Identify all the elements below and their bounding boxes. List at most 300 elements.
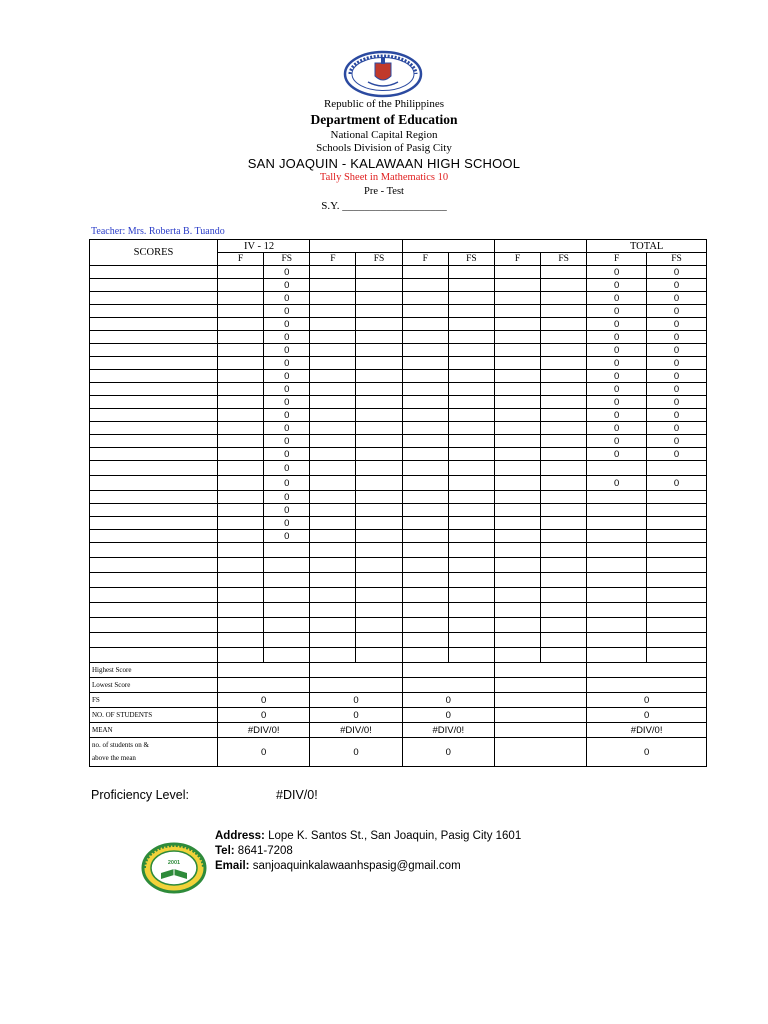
tally-cell [541,491,587,504]
total-f-cell: 0 [587,305,647,318]
score-cell [90,476,218,491]
total-f-cell: 0 [587,318,647,331]
fs-cell: 0 [264,292,310,305]
tally-cell [310,633,356,648]
f-col-header: F [218,253,264,266]
tally-cell [494,370,540,383]
tally-cell [494,588,540,603]
tally-cell [647,648,707,663]
total-f-cell: 0 [587,292,647,305]
tally-cell [310,357,356,370]
tally-cell [402,370,448,383]
table-row [90,409,707,422]
tally-cell [356,383,402,396]
tally-cell [402,573,448,588]
mean-value: #DIV/0! [310,723,402,738]
score-cell [90,422,218,435]
tally-cell [647,588,707,603]
total-f-cell: 0 [587,448,647,461]
score-cell [90,530,218,543]
tally-cell [90,603,218,618]
table-row [90,461,707,476]
tally-cell [402,266,448,279]
tally-cell [356,633,402,648]
tally-cell [310,543,356,558]
tally-cell [494,409,540,422]
tally-cell [218,504,264,517]
tally-cell [310,648,356,663]
score-cell [90,331,218,344]
tally-cell [310,266,356,279]
tally-cell [402,318,448,331]
tally-cell [402,383,448,396]
tally-cell [356,588,402,603]
tally-cell [448,422,494,435]
table-row [90,279,707,292]
total-f-cell [587,461,647,476]
tally-cell [310,618,356,633]
tally-cell [90,648,218,663]
tally-cell [356,448,402,461]
total-f-cell: 0 [587,409,647,422]
score-cell [90,435,218,448]
tally-cell [310,344,356,357]
tally-cell [218,618,264,633]
tally-cell [448,292,494,305]
tally-cell [356,422,402,435]
tally-cell [448,618,494,633]
table-row [90,573,707,588]
total-f-cell: 0 [587,383,647,396]
tally-cell [494,435,540,448]
fs-cell: 0 [264,409,310,422]
tally-cell [310,279,356,292]
tally-cell [541,305,587,318]
fs-cell: 0 [264,476,310,491]
total-fs-cell: 0 [647,435,707,448]
tally-cell [310,448,356,461]
score-cell [90,344,218,357]
table-row [90,344,707,357]
tally-cell [356,491,402,504]
total-f-cell [587,504,647,517]
tally-cell [494,618,540,633]
total-f-cell: 0 [587,396,647,409]
tally-cell [402,588,448,603]
tally-cell [494,318,540,331]
tally-cell [90,588,218,603]
tally-cell [264,558,310,573]
tally-cell [448,461,494,476]
table-row [90,422,707,435]
tally-cell [448,573,494,588]
total-fs-cell [647,530,707,543]
tally-cell [402,633,448,648]
fs-cell: 0 [264,305,310,318]
tally-cell [541,558,587,573]
tally-cell [218,558,264,573]
tally-cell [448,370,494,383]
table-row [90,448,707,461]
f-col-header: F [587,253,647,266]
tally-cell [218,266,264,279]
tally-cell [448,305,494,318]
total-f-cell [587,491,647,504]
tally-cell [218,517,264,530]
tally-cell [494,266,540,279]
tally-cell [494,331,540,344]
tally-cell [356,517,402,530]
tally-cell [494,648,540,663]
above-mean-value [494,738,586,767]
tel-line: Tel: 8641-7208 [215,845,293,857]
tally-cell [494,292,540,305]
table-row [90,292,707,305]
tally-cell [541,633,587,648]
tally-cell [541,318,587,331]
scores-header: SCORES [90,240,218,266]
total-fs-cell: 0 [647,331,707,344]
total-fs-cell [647,461,707,476]
tally-cell [541,517,587,530]
tally-cell [218,633,264,648]
tally-cell [541,603,587,618]
total-fs-cell: 0 [647,396,707,409]
above-mean-total: 0 [587,738,707,767]
fs-cell: 0 [264,331,310,344]
fs-cell: 0 [264,279,310,292]
total-fs-cell: 0 [647,279,707,292]
table-row [90,383,707,396]
students-label: NO. OF STUDENTS [90,708,218,723]
score-cell [90,370,218,383]
mean-value: #DIV/0! [402,723,494,738]
tally-cell [448,558,494,573]
tally-cell [218,588,264,603]
tally-cell [587,618,647,633]
tally-cell [310,370,356,383]
highest-score-label: Highest Score [90,663,218,678]
tally-cell [587,588,647,603]
tally-cell [218,357,264,370]
tally-cell [402,517,448,530]
table-row [90,476,707,491]
tally-cell [356,543,402,558]
total-fs-cell: 0 [647,266,707,279]
tally-cell [264,573,310,588]
tally-cell [356,292,402,305]
table-row [90,435,707,448]
score-cell [90,517,218,530]
tally-cell [218,648,264,663]
above-mean-value: 0 [402,738,494,767]
total-f-cell: 0 [587,370,647,383]
tally-cell [90,573,218,588]
tally-cell [218,279,264,292]
tally-cell [310,491,356,504]
table-row [90,648,707,663]
total-f-cell: 0 [587,357,647,370]
tally-cell [541,476,587,491]
tally-cell [264,648,310,663]
tally-cell [90,633,218,648]
tally-cell [310,603,356,618]
fs-cell: 0 [264,370,310,383]
tally-title: Tally Sheet in Mathematics 10 [319,172,449,183]
tally-cell [448,266,494,279]
tally-cell [647,603,707,618]
tally-cell [448,331,494,344]
tally-cell [402,648,448,663]
tally-cell [356,648,402,663]
tally-cell [494,504,540,517]
tally-cell [541,448,587,461]
tally-cell [494,476,540,491]
tally-cell [402,279,448,292]
tally-cell [218,543,264,558]
tally-cell [541,383,587,396]
tally-cell [541,422,587,435]
tally-cell [494,633,540,648]
tally-cell [448,476,494,491]
total-f-cell: 0 [587,266,647,279]
fs-cell: 0 [264,491,310,504]
tally-cell [310,422,356,435]
department-title: Department of Education [310,112,458,127]
f-col-header: F [310,253,356,266]
total-fs-cell: 0 [647,370,707,383]
total-f-cell: 0 [587,422,647,435]
tally-cell [356,279,402,292]
tally-cell [402,331,448,344]
tally-cell [541,396,587,409]
tally-cell [356,370,402,383]
tally-cell [356,461,402,476]
total-fs-cell: 0 [647,422,707,435]
tally-cell [264,603,310,618]
total-f-cell: 0 [587,331,647,344]
tally-cell [448,588,494,603]
tally-cell [310,530,356,543]
tally-cell [448,344,494,357]
tally-cell [356,435,402,448]
tally-cell [356,603,402,618]
tally-cell [494,305,540,318]
fs-col-header: FS [448,253,494,266]
total-fs-cell: 0 [647,292,707,305]
tally-cell [310,331,356,344]
tally-cell [448,279,494,292]
fs-summary-value: 0 [310,693,402,708]
fs-cell: 0 [264,396,310,409]
tally-cell [448,409,494,422]
above-mean-value: 0 [310,738,402,767]
score-cell [90,266,218,279]
total-f-cell: 0 [587,476,647,491]
fs-cell: 0 [264,266,310,279]
tally-cell [402,292,448,305]
score-cell [90,396,218,409]
tally-cell [541,344,587,357]
total-header: TOTAL [587,240,707,253]
tally-cell [90,618,218,633]
tally-cell [448,633,494,648]
score-cell [90,318,218,331]
tally-cell [587,558,647,573]
tally-cell [310,588,356,603]
tally-cell [356,618,402,633]
tally-cell [494,573,540,588]
tally-cell [402,543,448,558]
tally-cell [356,344,402,357]
tally-cell [402,504,448,517]
tally-cell [90,543,218,558]
section-header-4 [494,240,586,253]
score-cell [90,461,218,476]
tally-cell [264,633,310,648]
section-header-2 [310,240,402,253]
students-value [494,708,586,723]
tally-cell [541,331,587,344]
tally-cell [264,543,310,558]
tally-cell [541,573,587,588]
total-fs-cell [647,491,707,504]
tally-cell [402,422,448,435]
tally-cell [541,409,587,422]
tally-cell [494,530,540,543]
score-cell [90,504,218,517]
tally-cell [356,558,402,573]
tally-cell [218,292,264,305]
table-row [90,357,707,370]
table-row [90,618,707,633]
mean-value: #DIV/0! [218,723,310,738]
score-cell [90,305,218,318]
table-row [90,266,707,279]
school-name: SAN JOAQUIN - KALAWAAN HIGH SCHOOL [247,156,521,171]
fs-cell: 0 [264,357,310,370]
tally-cell [541,357,587,370]
tally-cell [494,357,540,370]
tally-cell [218,409,264,422]
tally-cell [448,517,494,530]
tally-cell [218,476,264,491]
fs-summary-value [494,693,586,708]
total-f-cell [587,530,647,543]
tally-cell [310,558,356,573]
fs-cell: 0 [264,435,310,448]
table-row [90,491,707,504]
tally-cell [541,530,587,543]
tally-cell [494,396,540,409]
tally-cell [310,461,356,476]
total-fs-cell: 0 [647,305,707,318]
fs-cell: 0 [264,383,310,396]
tally-cell [402,491,448,504]
tally-cell [218,530,264,543]
tally-cell [541,292,587,305]
tally-cell [494,603,540,618]
total-fs-cell: 0 [647,476,707,491]
proficiency-label: Proficiency Level: [91,788,189,802]
total-fs-cell [647,517,707,530]
tally-cell [647,573,707,588]
tally-cell [448,491,494,504]
proficiency-value: #DIV/0! [276,788,318,802]
tally-cell [356,357,402,370]
fs-cell: 0 [264,448,310,461]
tally-cell [356,476,402,491]
tally-cell [448,504,494,517]
tally-cell [402,476,448,491]
table-row [90,517,707,530]
tally-cell [310,383,356,396]
score-cell [90,448,218,461]
tally-cell [218,603,264,618]
total-fs-cell: 0 [647,318,707,331]
tally-cell [310,396,356,409]
tally-cell [218,305,264,318]
tally-cell [356,409,402,422]
tally-cell [218,383,264,396]
total-f-cell: 0 [587,279,647,292]
tally-cell [541,618,587,633]
tally-cell [218,370,264,383]
section-header-iv-12: IV - 12 [218,240,310,253]
tally-cell [647,633,707,648]
tally-cell [356,331,402,344]
tally-cell [402,448,448,461]
tally-cell [541,266,587,279]
fs-cell: 0 [264,422,310,435]
table-row [90,543,707,558]
tally-cell [90,558,218,573]
tally-cell [310,504,356,517]
tally-cell [402,396,448,409]
address-line: Address: Lope K. Santos St., San Joaquin, Pasig City 1601 [215,830,522,842]
tally-cell [310,517,356,530]
tally-cell [448,648,494,663]
score-cell [90,409,218,422]
tally-cell [647,618,707,633]
tally-cell [494,279,540,292]
above-mean-value: 0 [218,738,310,767]
tally-cell [541,588,587,603]
tally-cell [448,448,494,461]
tally-cell [356,573,402,588]
tally-cell [587,648,647,663]
tally-cell [310,318,356,331]
students-value: 0 [310,708,402,723]
mean-total: #DIV/0! [587,723,707,738]
total-fs-cell [647,504,707,517]
tally-cell [218,396,264,409]
tally-cell [448,396,494,409]
test-type: Pre - Test [364,186,404,197]
fs-cell: 0 [264,530,310,543]
score-cell [90,383,218,396]
tally-cell [218,461,264,476]
table-row [90,305,707,318]
tally-table [89,239,707,767]
tally-cell [647,543,707,558]
table-row [90,588,707,603]
tally-cell [541,543,587,558]
tally-cell [356,396,402,409]
tally-cell [494,422,540,435]
total-f-cell [587,517,647,530]
tally-cell [448,530,494,543]
